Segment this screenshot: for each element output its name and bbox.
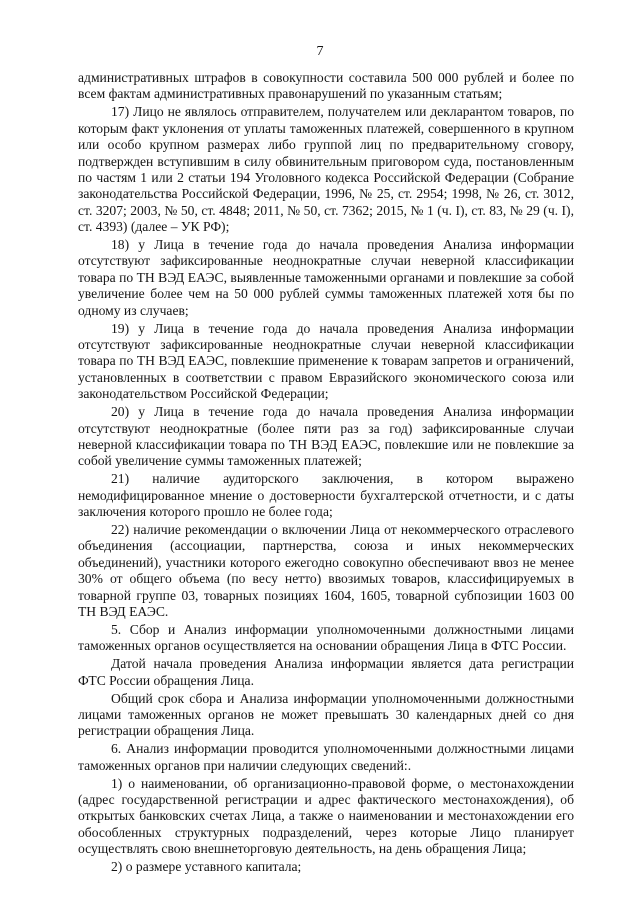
paragraph: 5. Сбор и Анализ информации уполномоченными должностными лицами таможенных органов осуществляется на основании обращения Лица в ФТС России. — [78, 621, 574, 654]
paragraph: Общий срок сбора и Анализа информации уполномоченными должностными лицами таможенных органов не может превышать 30 календарных дней со дня регистрации обращения Лица. — [78, 690, 574, 739]
paragraph: 22) наличие рекомендации о включении Лица от некоммерческого отраслевого объединения (ассоциации, партнерства, союза и иных некоммерческих объединений), участники которого ежегодно совокупно обеспечивают ввоз не менее 30% от общего объема (по весу нетто) ввозимых товаров, классифицируемых в товарной группе 03, товарных позициях 1604, 1605, товарной субпозиции 1603 00 ТН ВЭД ЕАЭС. — [78, 521, 574, 619]
paragraph: 6. Анализ информации проводится уполномоченными должностными лицами таможенных органов при наличии следующих сведений:. — [78, 741, 574, 773]
paragraph: 19) у Лица в течение года до начала проведения Анализа информации отсутствуют зафиксированные неоднократные случаи неверной классификации товара по ТН ВЭД ЕАЭС, повлекшие применение к товарам запретов и ограничений, установленных в соответствии с правом Евразийского экономического союза или законодательством Российской Федерации; — [78, 320, 574, 402]
paragraph: Датой начала проведения Анализа информации является дата регистрации ФТС России обращения Лица. — [78, 656, 574, 688]
paragraph: 18) у Лица в течение года до начала проведения Анализа информации отсутствуют зафиксированные неоднократные случаи неверной классификации товара по ТН ВЭД ЕАЭС, выявленные таможенными органами и повлекшие за собой увеличение более чем на 50 000 рублей суммы таможенных платежей хотя бы по одному из случаев; — [78, 237, 574, 318]
paragraph: 21) наличие аудиторского заключения, в котором выражено немодифицированное мнение о достоверности бухгалтерской отчетности, и с даты заключения которого прошло не более года; — [78, 471, 574, 520]
paragraph: 20) у Лица в течение года до начала проведения Анализа информации отсутствуют неоднократные (более пяти раз за год) зафиксированные случаи неверной классификации товара по ТН ВЭД ЕАЭС, повлекшие или не повлекшие за собой увеличение суммы таможенных платежей; — [78, 404, 574, 469]
paragraph: 17) Лицо не являлось отправителем, получателем или декларантом товаров, по которым факт уклонения от уплаты таможенных платежей, совершенного в крупном или особо крупном размерах либо группой лиц по предварительному сговору, подтвержден вступившим в силу обвинительным приговором суда, постановленным по частям 1 или 2 статьи 194 Уголовного кодекса Российской Федерации (Собрание законодательства Российской Федерации, 1996, № 25, ст. 2954; 1998, № 26, ст. 3012, ст. 3207; 2003, № 50, ст. 4848; 2011, № 50, ст. 7362; 2015, № 1 (ч. I), ст. 83, № 29 (ч. I), ст. 4393) (далее – УК РФ); — [78, 104, 574, 235]
page-number: 7 — [316, 44, 324, 59]
paragraph: 1) о наименовании, об организационно-правовой форме, о местонахождении (адрес государственной регистрации и адрес фактического местонахождения), об открытых банковских счетах Лица, а также о наименовании и местонахождении его обособленных структурных подразделений, через которые Лицо планирует осуществлять свою внешнеторговую деятельность, на день обращения Лица; — [78, 775, 574, 857]
paragraph: 2) о размере уставного капитала; — [111, 859, 302, 875]
document-body — [78, 70, 574, 877]
paragraph: административных штрафов в совокупности составила 500 000 рублей и более по всем фактам административных правонарушений по указанным статьям; — [78, 70, 574, 102]
